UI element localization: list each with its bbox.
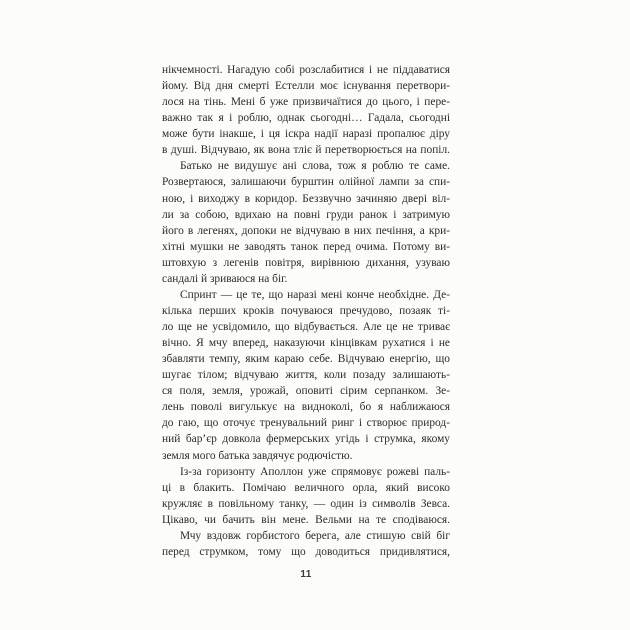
text-line: його в легенях, допоки не відчуваю в них печіння, а кри- [162,224,450,237]
text-line: Спринт — це те, що наразі мені конче необхідне. Де- [180,288,450,301]
text-line: хітні мушки не заводять танок перед очима. Потому ви- [162,240,450,253]
text-line: шугає тілом; відчуваю життя, коли позаду залишають- [162,369,450,382]
body-text [162,62,450,560]
paragraph [162,158,450,287]
text-line: збавляти темпу, яким караю себе. Відчуваю енергію, що [162,353,450,366]
text-line: Мчу вздовж горбистого берега, але стишую свій біг [180,529,450,542]
text-line: кружляє в повільному танку, — один із символів Зевса. [162,497,450,510]
text-line: ся поля, земля, урожай, оповиті сірим серпанком. Зе- [162,385,450,398]
text-line: Із-за горизонту Аполлон уже спрямовує рожеві паль- [180,465,450,478]
paragraph [162,464,450,528]
text-line: сандалі й зриваюся на біг. [162,272,288,285]
text-line: лень поволі вигулькує на видноколі, бо я наближаюся [162,401,450,414]
text-line: штовхую з легенів повітря, вирівнюю дихання, узуваю [162,256,450,269]
paragraph [162,528,450,560]
paragraph [162,287,450,464]
paragraph [162,62,450,158]
text-line: ці в блакить. Помічаю величного орла, який високо [162,481,450,494]
text-line: земля мого батька завдячує родючістю. [162,449,353,462]
text-line: Батько не видушує ані слова, тож я роблю те саме. [180,160,450,173]
text-line: Цікаво, чи бачить він мене. Вельми на те сподіваюся. [162,513,450,526]
text-line: лося на тінь. Мені б уже призвичаїтися до цього, і пере- [162,96,450,109]
text-line: перед струмком, тому що доводиться придивлятися, [162,545,450,558]
text-line: ний бар’єр довкола фермерських угідь і струмка, якому [162,433,450,446]
text-line: Розвертаюся, залишаючи бурштин олійної лампи за спи- [162,176,450,189]
text-line: ною, і виходжу в коридор. Беззвучно зачиняю двері віл- [162,192,450,205]
text-line: може бути інакше, і ця іскра надії наразі пропалює діру [162,128,450,141]
text-line: ло ще не усвідомило, що відбувається. Але це не триває [162,321,450,333]
text-line: в душі. Відчуваю, як вона тліє й перетворюється на попіл. [162,144,450,157]
text-line: важно так я і роблю, однак сьогодні… Гадала, сьогодні [162,112,450,125]
text-line: кілька перших кроків почуваюся пречудово, позаяк ті- [162,304,450,317]
page-number: 11 [300,569,312,580]
text-line: до гаю, що оточує тренувальний ринг і створює природ- [162,417,450,430]
text-line: ли за собою, вдихаю на повні груди ранок і затримую [162,208,450,221]
text-line: вічно. Я мчу вперед, наказуючи кінцівкам рухатися і не [162,337,450,350]
text-line: йому. Від дня смерті Естелли моє існування перетвори- [162,80,450,93]
text-line: нікчемності. Нагадую собі розслабитися і не піддаватися [162,64,450,76]
